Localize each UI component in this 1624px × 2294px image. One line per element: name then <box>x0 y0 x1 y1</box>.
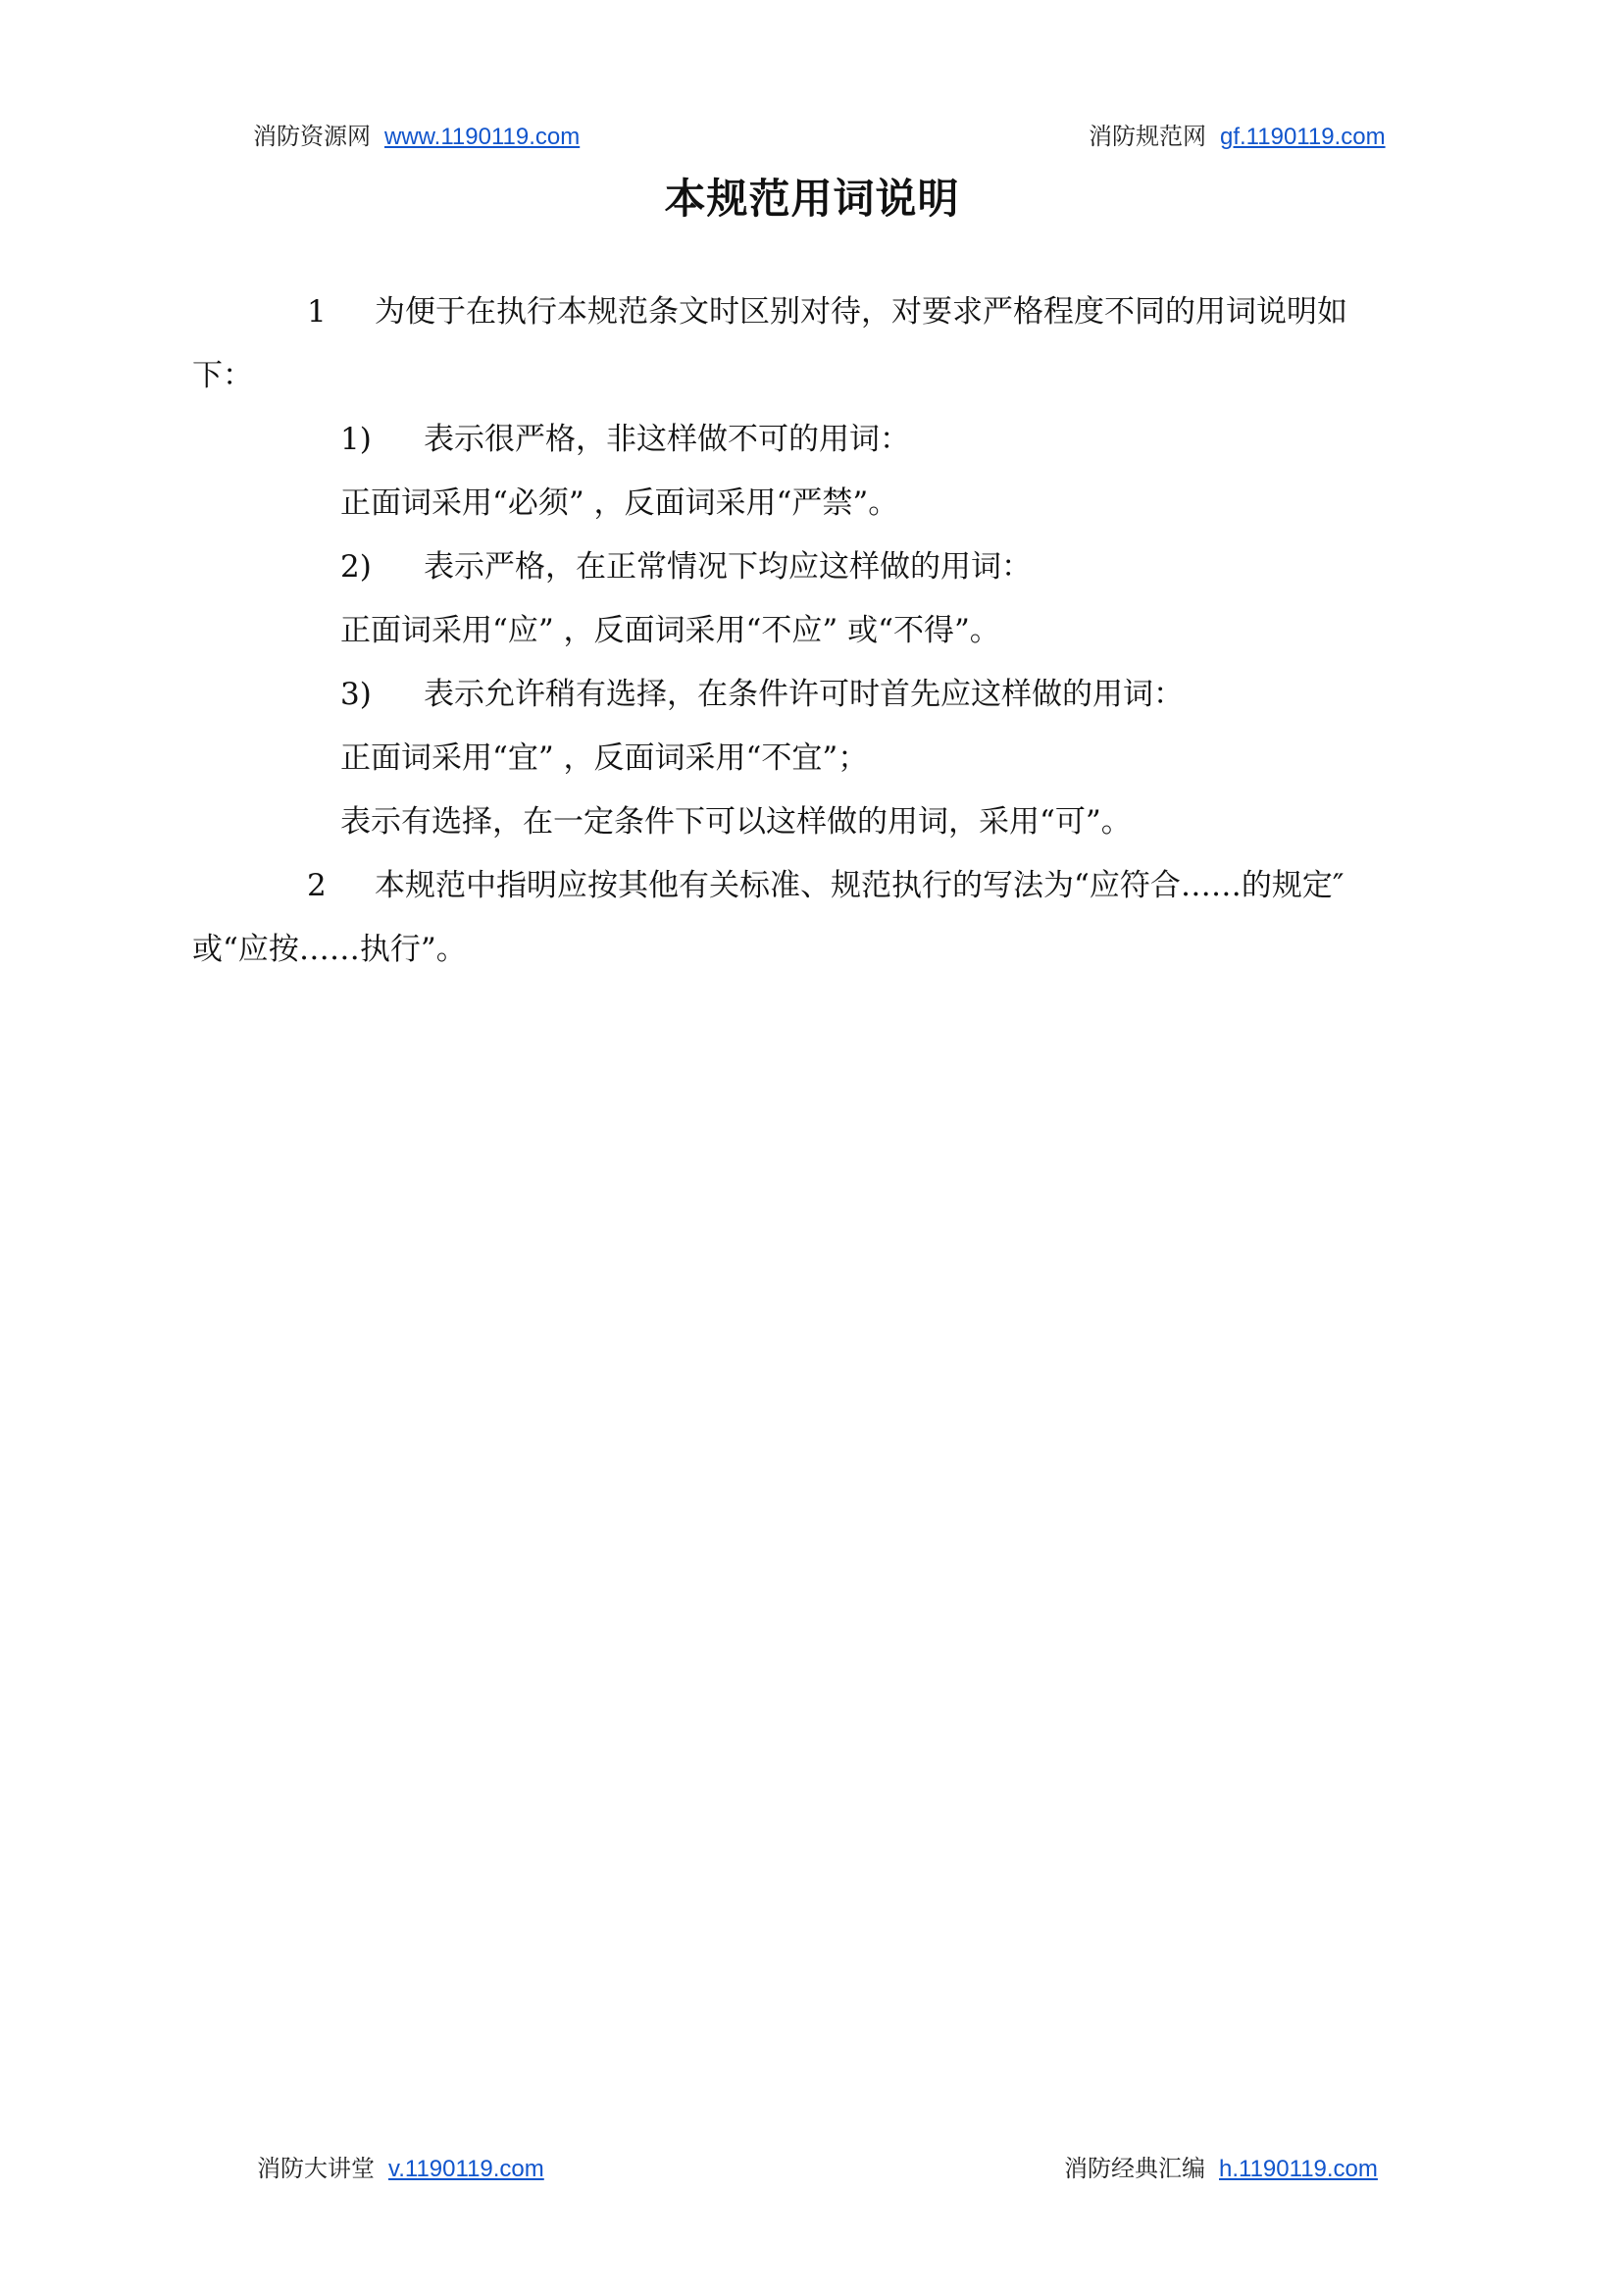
header-right-link[interactable]: gf.1190119.com <box>1220 124 1386 150</box>
item-3-extra: 表示有选择，在一定条件下可以这样做的用词，采用“可”。 <box>340 804 1132 840</box>
item-2-number: 2) <box>340 549 372 585</box>
item-2-detail: 正面词采用“应” ，反面词采用“不应” 或“不得”。 <box>340 613 1000 648</box>
paragraph-1-number: 1 <box>307 294 327 330</box>
paragraph-2-line-2: 或“应按……执行”。 <box>192 932 467 967</box>
item-1-detail: 正面词采用“必须” ，反面词采用“严禁”。 <box>340 485 899 521</box>
paragraph-2-number: 2 <box>307 868 327 903</box>
footer-left-site: 消防大讲堂 <box>257 2155 375 2182</box>
header-left <box>253 122 580 152</box>
paragraph-1-line-2: 下： <box>192 358 253 393</box>
footer-left-link[interactable]: v.1190119.com <box>388 2156 544 2182</box>
paragraph-1-line-1: 为便于在执行本规范条文时区别对待，对要求严格程度不同的用词说明如 <box>375 294 1347 330</box>
paragraph-2-line-1: 本规范中指明应按其他有关标准、规范执行的写法为“应符合……的规定″ <box>375 868 1345 903</box>
footer-left <box>257 2154 544 2184</box>
header-right-site: 消防规范网 <box>1089 123 1206 150</box>
item-3-detail: 正面词采用“宜” ，反面词采用“不宜”； <box>340 740 869 776</box>
header-right <box>1089 122 1386 152</box>
footer-right-link[interactable]: h.1190119.com <box>1219 2156 1378 2182</box>
item-3-number: 3) <box>340 677 372 712</box>
item-1-text: 表示很严格，非这样做不可的用词： <box>424 422 910 457</box>
header-left-link[interactable]: www.1190119.com <box>384 124 581 150</box>
header-left-site: 消防资源网 <box>253 123 371 150</box>
footer-right <box>1064 2154 1378 2184</box>
item-2-text: 表示严格，在正常情况下均应这样做的用词： <box>424 549 1032 585</box>
page-title: 本规范用词说明 <box>664 175 960 223</box>
item-3-text: 表示允许稍有选择，在条件许可时首先应这样做的用词： <box>424 677 1184 712</box>
footer-right-site: 消防经典汇编 <box>1064 2155 1205 2182</box>
item-1-number: 1) <box>340 422 372 457</box>
